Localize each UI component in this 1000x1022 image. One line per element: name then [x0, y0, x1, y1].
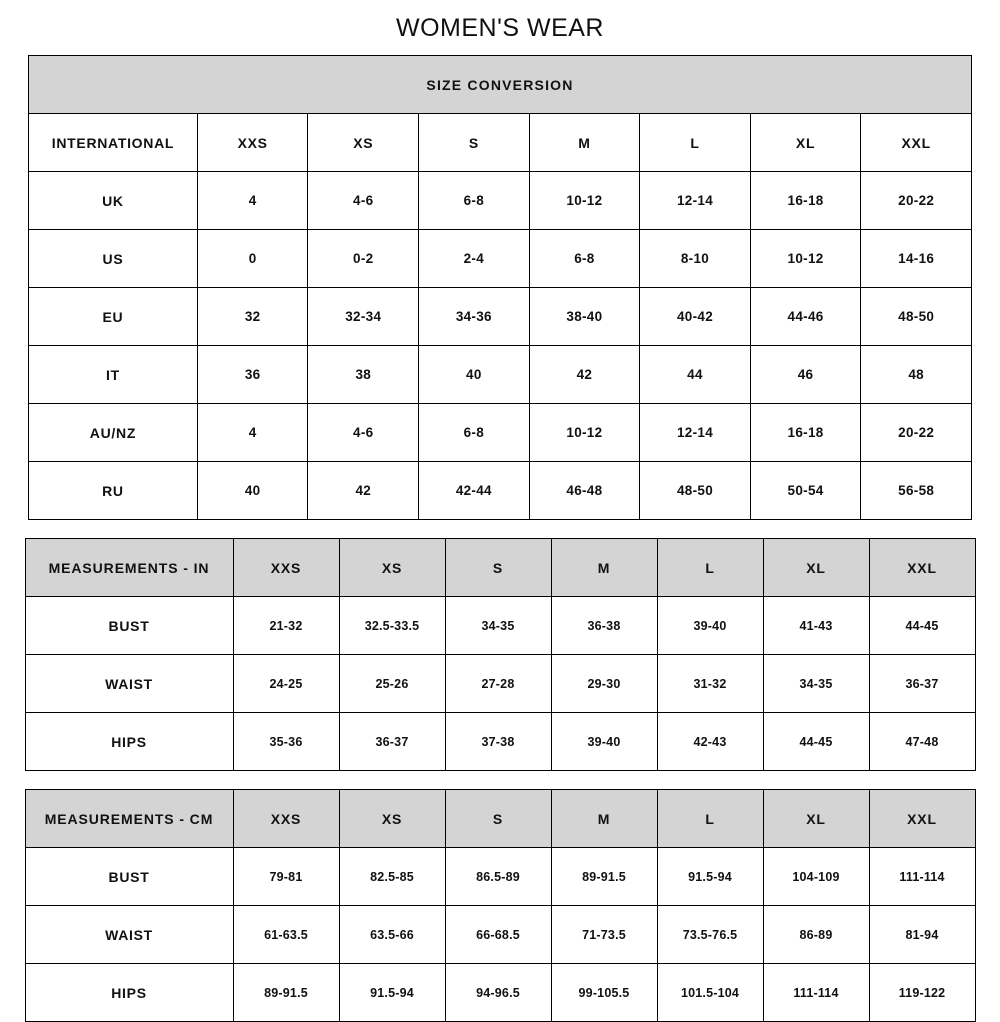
cell-us-xs: 0-2 — [308, 230, 419, 288]
cell-cm-waist-xs: 63.5-66 — [339, 906, 445, 964]
cell-uk-xxl: 20-22 — [861, 172, 972, 230]
header-in-size-l: L — [657, 539, 763, 597]
cell-in-hips-m: 39-40 — [551, 713, 657, 771]
cell-in-bust-s: 34-35 — [445, 597, 551, 655]
cell-eu-s: 34-36 — [419, 288, 530, 346]
cell-uk-xs: 4-6 — [308, 172, 419, 230]
cell-cm-hips-xxl: 119-122 — [869, 964, 975, 1022]
cell-in-waist-xs: 25-26 — [339, 655, 445, 713]
cell-us-xl: 10-12 — [750, 230, 861, 288]
table-row — [29, 172, 972, 230]
cell-uk-xl: 16-18 — [750, 172, 861, 230]
header-cm-size-xs: XS — [339, 790, 445, 848]
table-row — [29, 462, 972, 520]
header-size-xl: XL — [750, 114, 861, 172]
cell-cm-bust-m: 89-91.5 — [551, 848, 657, 906]
row-label-cm-hips: HIPS — [25, 964, 233, 1022]
cell-in-waist-xxs: 24-25 — [233, 655, 339, 713]
cell-aunz-m: 10-12 — [529, 404, 640, 462]
cell-cm-waist-m: 71-73.5 — [551, 906, 657, 964]
header-cm-size-l: L — [657, 790, 763, 848]
cell-eu-l: 40-42 — [640, 288, 751, 346]
row-label-aunz: AU/NZ — [29, 404, 198, 462]
cell-aunz-xs: 4-6 — [308, 404, 419, 462]
header-measurements-cm: MEASUREMENTS - CM — [25, 790, 233, 848]
header-cm-size-xxl: XXL — [869, 790, 975, 848]
cell-it-xs: 38 — [308, 346, 419, 404]
header-measurements-in: MEASUREMENTS - IN — [25, 539, 233, 597]
cell-in-waist-m: 29-30 — [551, 655, 657, 713]
cell-cm-bust-s: 86.5-89 — [445, 848, 551, 906]
cell-cm-waist-l: 73.5-76.5 — [657, 906, 763, 964]
cell-in-hips-l: 42-43 — [657, 713, 763, 771]
cell-cm-waist-xxl: 81-94 — [869, 906, 975, 964]
row-label-uk: UK — [29, 172, 198, 230]
cell-us-s: 2-4 — [419, 230, 530, 288]
table-row — [25, 655, 975, 713]
cell-ru-xs: 42 — [308, 462, 419, 520]
table-row — [29, 404, 972, 462]
size-conversion-table — [28, 55, 972, 520]
cell-cm-bust-xxs: 79-81 — [233, 848, 339, 906]
cell-ru-m: 46-48 — [529, 462, 640, 520]
cell-uk-m: 10-12 — [529, 172, 640, 230]
table-row — [25, 848, 975, 906]
cell-cm-bust-xl: 104-109 — [763, 848, 869, 906]
cell-ru-l: 48-50 — [640, 462, 751, 520]
table-row — [25, 964, 975, 1022]
header-cm-size-xl: XL — [763, 790, 869, 848]
cell-in-waist-xxl: 36-37 — [869, 655, 975, 713]
cell-aunz-xxl: 20-22 — [861, 404, 972, 462]
cell-cm-waist-xxs: 61-63.5 — [233, 906, 339, 964]
table-row — [25, 906, 975, 964]
table-header-row — [25, 539, 975, 597]
cell-it-xxl: 48 — [861, 346, 972, 404]
cell-cm-bust-l: 91.5-94 — [657, 848, 763, 906]
cell-it-l: 44 — [640, 346, 751, 404]
cell-in-hips-xs: 36-37 — [339, 713, 445, 771]
cell-uk-xxs: 4 — [197, 172, 308, 230]
row-label-cm-bust: BUST — [25, 848, 233, 906]
cell-in-hips-xl: 44-45 — [763, 713, 869, 771]
cell-in-bust-xl: 41-43 — [763, 597, 869, 655]
cell-cm-waist-s: 66-68.5 — [445, 906, 551, 964]
cell-it-xxs: 36 — [197, 346, 308, 404]
header-cm-size-m: M — [551, 790, 657, 848]
page-title: WOMEN'S WEAR — [396, 14, 604, 42]
cell-ru-s: 42-44 — [419, 462, 530, 520]
table-header-row — [29, 114, 972, 172]
header-in-size-xxs: XXS — [233, 539, 339, 597]
cell-eu-xs: 32-34 — [308, 288, 419, 346]
cell-cm-hips-m: 99-105.5 — [551, 964, 657, 1022]
cell-in-waist-s: 27-28 — [445, 655, 551, 713]
header-in-size-xxl: XXL — [869, 539, 975, 597]
table-header-row — [25, 790, 975, 848]
cell-cm-hips-s: 94-96.5 — [445, 964, 551, 1022]
row-label-in-bust: BUST — [25, 597, 233, 655]
header-size-s: S — [419, 114, 530, 172]
cell-it-m: 42 — [529, 346, 640, 404]
cell-cm-waist-xl: 86-89 — [763, 906, 869, 964]
cell-in-hips-xxl: 47-48 — [869, 713, 975, 771]
header-in-size-s: S — [445, 539, 551, 597]
cell-it-xl: 46 — [750, 346, 861, 404]
cell-us-xxs: 0 — [197, 230, 308, 288]
cell-cm-hips-l: 101.5-104 — [657, 964, 763, 1022]
table-row — [25, 713, 975, 771]
cell-in-waist-xl: 34-35 — [763, 655, 869, 713]
row-label-it: IT — [29, 346, 198, 404]
cell-in-waist-l: 31-32 — [657, 655, 763, 713]
header-size-xs: XS — [308, 114, 419, 172]
size-conversion-banner: SIZE CONVERSION — [29, 56, 972, 114]
row-label-eu: EU — [29, 288, 198, 346]
header-in-size-xl: XL — [763, 539, 869, 597]
cell-ru-xl: 50-54 — [750, 462, 861, 520]
cell-aunz-s: 6-8 — [419, 404, 530, 462]
cell-cm-bust-xs: 82.5-85 — [339, 848, 445, 906]
cell-in-hips-s: 37-38 — [445, 713, 551, 771]
header-international: INTERNATIONAL — [29, 114, 198, 172]
cell-aunz-xl: 16-18 — [750, 404, 861, 462]
table-banner-row — [29, 56, 972, 114]
cell-eu-xxl: 48-50 — [861, 288, 972, 346]
cell-cm-hips-xxs: 89-91.5 — [233, 964, 339, 1022]
cell-us-l: 8-10 — [640, 230, 751, 288]
header-in-size-m: M — [551, 539, 657, 597]
table-row — [29, 288, 972, 346]
cell-cm-hips-xl: 111-114 — [763, 964, 869, 1022]
cell-in-hips-xxs: 35-36 — [233, 713, 339, 771]
measurements-cm-table — [25, 789, 976, 1022]
row-label-us: US — [29, 230, 198, 288]
cell-us-m: 6-8 — [529, 230, 640, 288]
cell-cm-bust-xxl: 111-114 — [869, 848, 975, 906]
table-row — [25, 597, 975, 655]
cell-eu-m: 38-40 — [529, 288, 640, 346]
header-size-l: L — [640, 114, 751, 172]
cell-eu-xxs: 32 — [197, 288, 308, 346]
cell-in-bust-xs: 32.5-33.5 — [339, 597, 445, 655]
header-size-xxl: XXL — [861, 114, 972, 172]
cell-aunz-l: 12-14 — [640, 404, 751, 462]
cell-ru-xxs: 40 — [197, 462, 308, 520]
table-row — [29, 230, 972, 288]
row-label-cm-waist: WAIST — [25, 906, 233, 964]
header-cm-size-xxs: XXS — [233, 790, 339, 848]
cell-in-bust-l: 39-40 — [657, 597, 763, 655]
cell-us-xxl: 14-16 — [861, 230, 972, 288]
row-label-in-hips: HIPS — [25, 713, 233, 771]
header-cm-size-s: S — [445, 790, 551, 848]
cell-cm-hips-xs: 91.5-94 — [339, 964, 445, 1022]
measurements-inches-table — [25, 538, 976, 771]
header-in-size-xs: XS — [339, 539, 445, 597]
row-label-ru: RU — [29, 462, 198, 520]
cell-it-s: 40 — [419, 346, 530, 404]
header-size-m: M — [529, 114, 640, 172]
cell-eu-xl: 44-46 — [750, 288, 861, 346]
table-row — [29, 346, 972, 404]
cell-uk-s: 6-8 — [419, 172, 530, 230]
header-size-xxs: XXS — [197, 114, 308, 172]
cell-ru-xxl: 56-58 — [861, 462, 972, 520]
row-label-in-waist: WAIST — [25, 655, 233, 713]
cell-in-bust-xxs: 21-32 — [233, 597, 339, 655]
cell-in-bust-m: 36-38 — [551, 597, 657, 655]
cell-in-bust-xxl: 44-45 — [869, 597, 975, 655]
cell-uk-l: 12-14 — [640, 172, 751, 230]
cell-aunz-xxs: 4 — [197, 404, 308, 462]
